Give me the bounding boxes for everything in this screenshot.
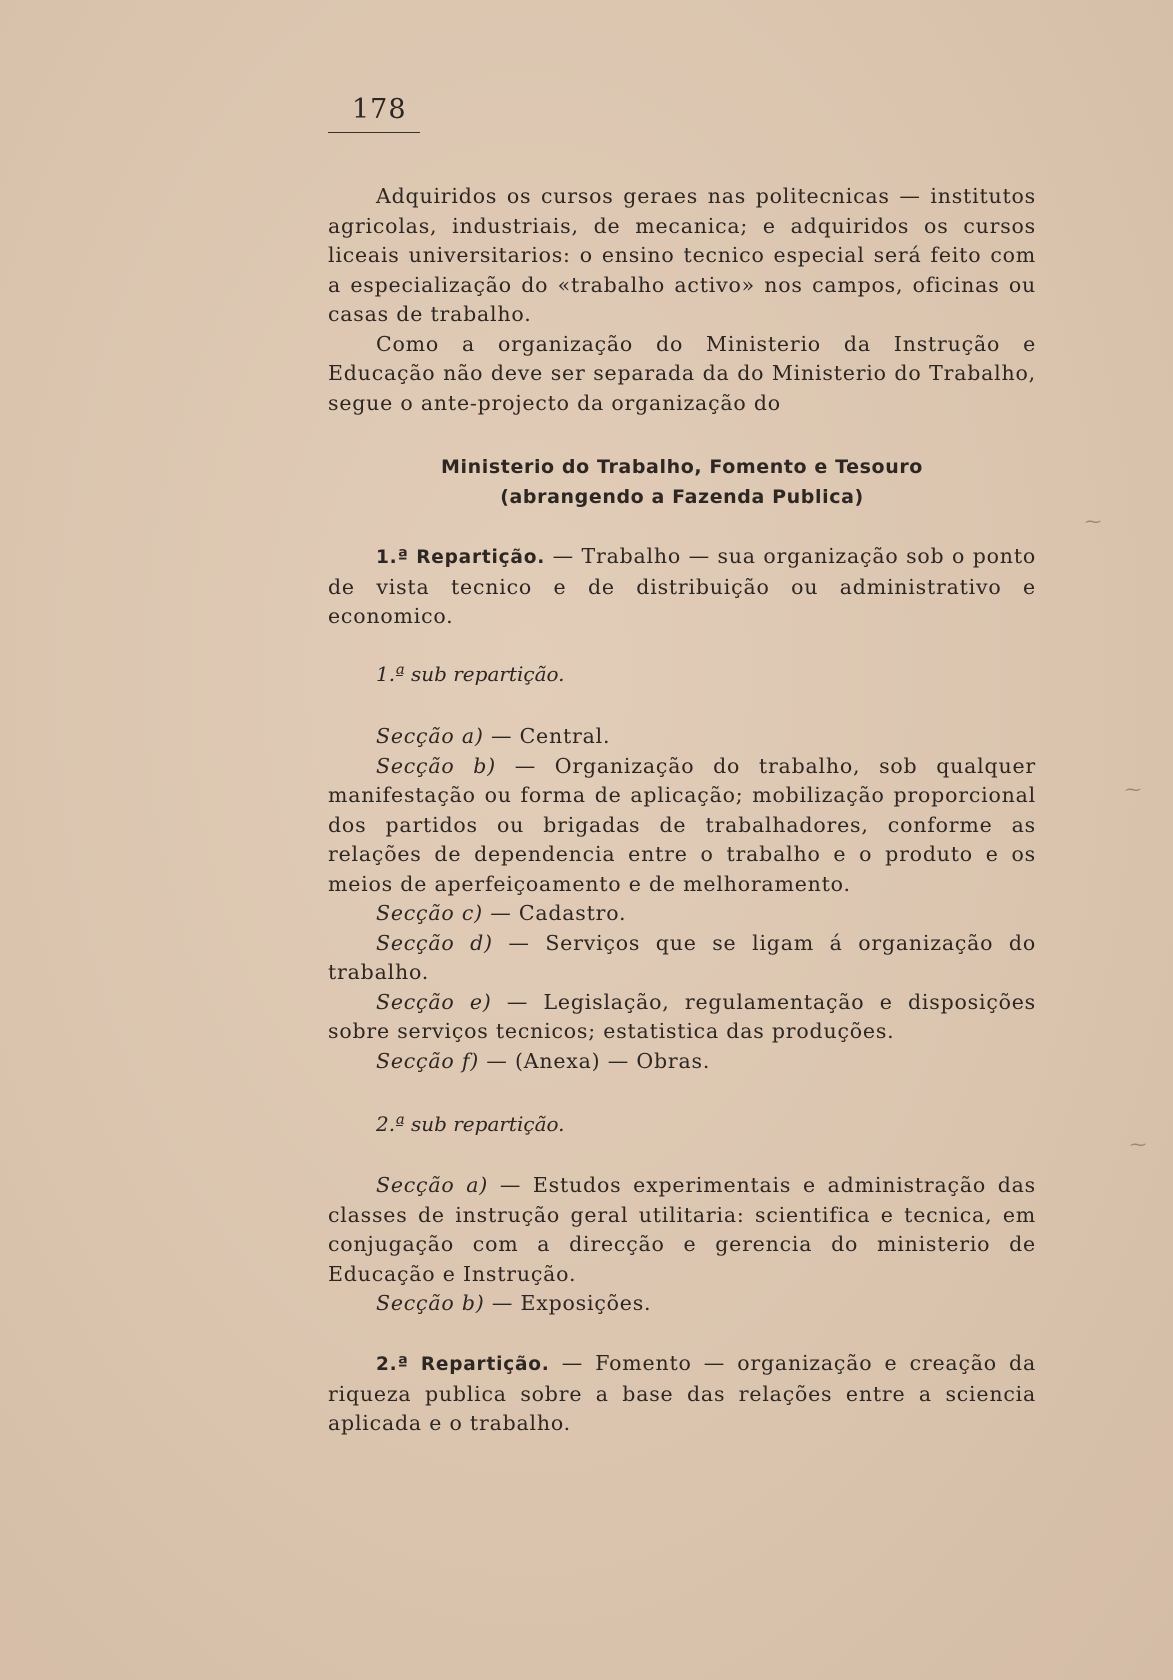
section-1f-text: — (Anexa) — Obras. xyxy=(479,1048,711,1073)
ink-smudge-mark: ⁓ xyxy=(1130,1135,1146,1154)
section-1c-label: Secção c) xyxy=(376,901,483,925)
section-2b-text: — Exposições. xyxy=(484,1291,652,1315)
section-1d xyxy=(328,929,1036,988)
sub-repartition-2 xyxy=(328,1112,1036,1136)
repartition-2-text: — Fomento — organização e creação da riqueza publica sobre a base das relações entre a sciencia aplicada e o trabalho. xyxy=(328,1351,1037,1435)
section-1a-label: Secção a) xyxy=(376,724,484,748)
section-1a-text: — Central. xyxy=(483,724,611,748)
sub-repartition-1-sections xyxy=(328,722,1036,1076)
sub-repartition-1 xyxy=(328,662,1036,686)
sub-repartition-2-sections xyxy=(328,1171,1036,1319)
page-number: 178 xyxy=(352,94,407,125)
section-1b-text: — Organização do trabalho, sob qualquer manifestação ou forma de aplicação; mobilização proporcional dos partidos ou brigadas de trabalhadores, conforme as relações de dependencia entre o trabalho e o produto e os meios de aperfeiçoamento e de melhoramento. xyxy=(328,753,1036,896)
ministry-heading-line-1: Ministerio do Trabalho, Fomento e Tesouro xyxy=(441,456,923,478)
intro-paragraph-1: Adquiridos os cursos geraes nas politecnicas — institutos agricolas, industriais, de mecanica; e adquiridos os cursos liceais universitarios: o ensino tecnico especial será feito com a especialização do «trabalho activo» nos campos, oficinas ou casas de trabalho. xyxy=(328,184,1036,326)
section-1c-text: — Cadastro. xyxy=(482,901,627,925)
section-1f-label: Secção f) xyxy=(376,1048,480,1073)
repartition-1-paragraph xyxy=(328,542,1036,632)
section-2a-text: — Estudos experimentais e administração das classes de instrução geral utilitaria: scientifica e tecnica, em conjugação com a direcção e gerencia do ministerio de Educação e Instrução. xyxy=(328,1173,1037,1286)
section-1f xyxy=(328,1047,1036,1077)
section-1d-label: Secção d) xyxy=(376,930,493,955)
section-1b-label: Secção b) xyxy=(376,753,496,778)
repartition-1-text: — Trabalho — sua organização sob o ponto de vista tecnico e de distribuição ou administrativo e economico. xyxy=(328,544,1036,628)
page-number-rule xyxy=(328,132,420,133)
section-1e-text: — Legislação, regulamentação e disposições sobre serviços tecnicos; estatistica das produções. xyxy=(328,989,1036,1043)
section-1a xyxy=(328,722,1036,752)
sub-repartition-1-title: 1.ª sub repartição. xyxy=(376,662,565,686)
section-1c xyxy=(328,899,1036,929)
ink-smudge-mark: ⁓ xyxy=(1085,512,1101,531)
intro-section xyxy=(328,182,1036,418)
sub-repartition-2-title: 2.ª sub repartição. xyxy=(376,1112,565,1136)
section-1e xyxy=(328,988,1036,1047)
repartition-1 xyxy=(328,542,1036,632)
ministry-heading xyxy=(328,452,1036,512)
repartition-2 xyxy=(328,1349,1036,1439)
section-1e-label: Secção e) xyxy=(376,989,492,1014)
section-2b xyxy=(328,1289,1036,1319)
intro-paragraph-2: Como a organização do Ministerio da Instrução e Educação não deve ser separada da do Ministerio do Trabalho, segue o ante-projecto da organização do xyxy=(328,331,1036,415)
repartition-1-label: 1.ª Repartição. xyxy=(376,547,546,568)
section-1b xyxy=(328,752,1036,900)
ink-smudge-mark: ⁓ xyxy=(1125,780,1141,799)
section-2b-label: Secção b) xyxy=(376,1291,485,1315)
section-2a xyxy=(328,1171,1036,1289)
section-1d-text: — Serviços que se ligam á organização do trabalho. xyxy=(328,930,1036,984)
repartition-2-label: 2.ª Repartição. xyxy=(376,1354,550,1375)
repartition-2-paragraph xyxy=(328,1349,1036,1439)
section-2a-label: Secção a) xyxy=(376,1173,489,1197)
ministry-heading-line-2: (abrangendo a Fazenda Publica) xyxy=(500,486,864,508)
